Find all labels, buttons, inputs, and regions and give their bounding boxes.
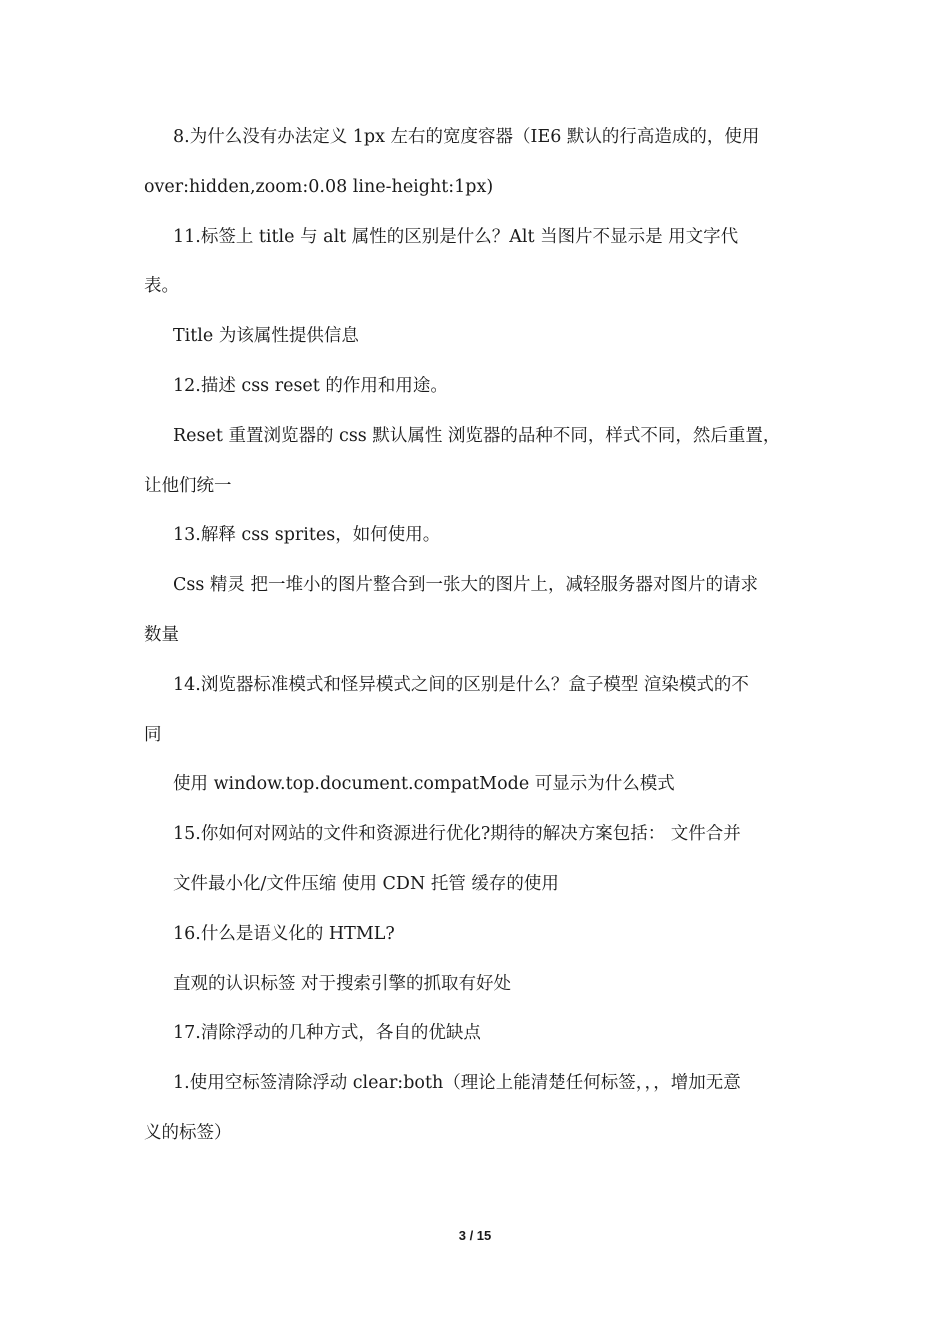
- paragraph-line: 文件最小化/文件压缩 使用 CDN 托管 缓存的使用: [173, 873, 559, 894]
- paragraph-line: Reset 重置浏览器的 css 默认属性 浏览器的品种不同，样式不同，然后重置，: [173, 425, 781, 446]
- paragraph-line: 14.浏览器标准模式和怪异模式之间的区别是什么？盒子模型 渲染模式的不: [173, 674, 749, 695]
- paragraph-line: 15.你如何对网站的文件和资源进行优化?期待的解决方案包括： 文件合并: [173, 824, 741, 845]
- paragraph-line: 同: [144, 724, 162, 745]
- document-body: [144, 113, 810, 1159]
- paragraph-line: 表。: [144, 276, 179, 297]
- paragraph-line: 义的标签）: [144, 1122, 232, 1143]
- paragraph-line: Title 为该属性提供信息: [173, 326, 359, 347]
- page-number: 3 / 15: [458, 1228, 492, 1243]
- paragraph-line: 让他们统一: [144, 475, 232, 496]
- paragraph-line: 17.清除浮动的几种方式，各自的优缺点: [173, 1023, 481, 1044]
- paragraph-line: 16.什么是语义化的 HTML?: [173, 923, 395, 944]
- paragraph-line: 数量: [144, 624, 179, 645]
- paragraph-line: 使用 window.top.document.compatMode 可显示为什么模式: [173, 774, 675, 795]
- paragraph-line: 11.标签上 title 与 alt 属性的区别是什么？Alt 当图片不显示是 用文字代: [173, 226, 739, 247]
- paragraph-line: 直观的认识标签 对于搜索引擎的抓取有好处: [173, 973, 512, 994]
- paragraph-line: Css 精灵 把一堆小的图片整合到一张大的图片上，减轻服务器对图片的请求: [173, 575, 758, 596]
- paragraph-line: 8.为什么没有办法定义 1px 左右的宽度容器（IE6 默认的行高造成的，使用: [173, 127, 760, 147]
- paragraph-line: over:hidden,zoom:0.08 line-height:1px): [144, 176, 494, 197]
- paragraph-line: 12.描述 css reset 的作用和用途。: [173, 375, 448, 396]
- paragraph-line: 1.使用空标签清除浮动 clear:both（理论上能清楚任何标签，，，增加无意: [173, 1073, 741, 1094]
- paragraph-line: 13.解释 css sprites，如何使用。: [173, 525, 441, 546]
